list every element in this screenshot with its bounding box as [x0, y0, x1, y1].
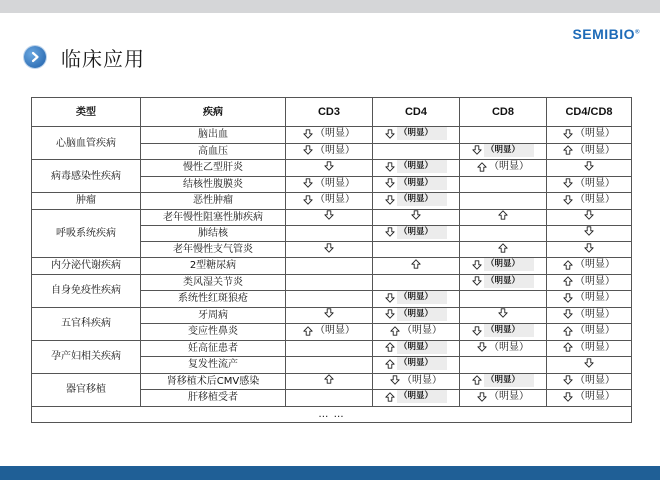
disease-name: 恶性肿瘤 — [141, 193, 286, 210]
marker-change — [563, 341, 615, 354]
disease-category: 呼吸系统疾病 — [32, 209, 141, 258]
significance-label: （明显） — [315, 177, 355, 189]
marker-change — [385, 193, 447, 206]
down-arrow-icon — [324, 161, 334, 171]
significance-label: （明显） — [315, 194, 355, 205]
significance-label: （明显） — [575, 292, 615, 303]
up-arrow-icon — [498, 210, 508, 220]
down-arrow-icon — [563, 309, 573, 319]
significance-label: （明显） — [484, 258, 534, 271]
down-arrow-icon — [563, 375, 573, 385]
disease-name: 肾移植术后CMV感染 — [141, 373, 286, 390]
marker-cell-cd4-cd8 — [547, 357, 632, 374]
marker-cell-cd4-cd8 — [547, 373, 632, 390]
marker-cell-cd3 — [286, 357, 373, 374]
marker-change — [385, 226, 447, 239]
marker-cell-cd3 — [286, 143, 373, 160]
disease-category: 五官科疾病 — [32, 307, 141, 340]
marker-change — [584, 161, 594, 171]
significance-label: （明显） — [397, 226, 447, 239]
table-row — [32, 340, 632, 357]
marker-change — [477, 341, 529, 354]
marker-cell-cd3 — [286, 160, 373, 177]
down-arrow-icon — [472, 276, 482, 286]
marker-cell-cd8 — [460, 307, 547, 324]
page-title: 临床应用 — [61, 46, 145, 71]
marker-cell-cd8 — [460, 258, 547, 275]
disease-name: 变应性鼻炎 — [141, 324, 286, 341]
marker-cell-cd3 — [286, 274, 373, 291]
marker-cell-cd8 — [460, 176, 547, 193]
marker-cell-cd4-cd8 — [547, 324, 632, 341]
header — [24, 44, 145, 70]
down-arrow-icon — [477, 342, 487, 352]
marker-change — [385, 341, 447, 354]
significance-label: （明显） — [397, 160, 447, 173]
down-arrow-icon — [390, 375, 400, 385]
marker-cell-cd3 — [286, 176, 373, 193]
marker-cell-cd4-cd8 — [547, 160, 632, 177]
disease-name: 2型糖尿病 — [141, 258, 286, 275]
marker-cell-cd8 — [460, 127, 547, 144]
marker-cell-cd4 — [373, 390, 460, 407]
marker-change — [390, 324, 442, 337]
marker-cell-cd3 — [286, 193, 373, 210]
significance-label: （明显） — [484, 324, 534, 337]
marker-change — [385, 390, 447, 403]
significance-label: （明显） — [575, 374, 615, 386]
significance-label: （明显） — [575, 177, 615, 189]
significance-label: （明显） — [575, 341, 615, 353]
marker-cell-cd3 — [286, 209, 373, 225]
marker-cell-cd4 — [373, 291, 460, 308]
significance-label: （明显） — [397, 177, 447, 190]
marker-cell-cd8 — [460, 373, 547, 390]
disease-category: 病毒感染性疾病 — [32, 160, 141, 193]
marker-cell-cd8 — [460, 291, 547, 308]
semibio-logo: SEMIBIO® — [572, 26, 640, 42]
significance-label: （明显） — [315, 325, 355, 336]
significance-label: （明显） — [489, 341, 529, 353]
significance-label: （明显） — [397, 308, 447, 321]
down-arrow-icon — [563, 178, 573, 188]
disease-name: 复发性流产 — [141, 357, 286, 374]
down-arrow-icon — [385, 178, 395, 188]
significance-label: （明显） — [397, 291, 447, 304]
up-arrow-icon — [563, 326, 573, 336]
marker-cell-cd4-cd8 — [547, 258, 632, 275]
up-arrow-icon — [563, 342, 573, 352]
table-row — [32, 373, 632, 390]
significance-label: （明显） — [484, 374, 534, 387]
marker-cell-cd3 — [286, 127, 373, 144]
chevron-right-icon — [24, 46, 46, 68]
marker-cell-cd4 — [373, 143, 460, 160]
significance-label: （明显） — [575, 259, 615, 270]
marker-cell-cd8 — [460, 357, 547, 374]
marker-change — [563, 144, 615, 157]
bottom-bar — [0, 466, 660, 480]
marker-change — [477, 390, 529, 403]
marker-change — [324, 374, 334, 384]
marker-cell-cd3 — [286, 242, 373, 258]
significance-label: （明显） — [402, 374, 442, 386]
marker-cell-cd8 — [460, 193, 547, 210]
significance-label: （明显） — [397, 127, 447, 140]
marker-change — [411, 210, 421, 220]
significance-label: （明显） — [489, 161, 529, 172]
marker-change — [324, 308, 334, 318]
marker-cell-cd4-cd8 — [547, 127, 632, 144]
marker-cell-cd8 — [460, 274, 547, 291]
marker-cell-cd4-cd8 — [547, 390, 632, 407]
table-header-row — [32, 98, 632, 127]
up-arrow-icon — [563, 145, 573, 155]
down-arrow-icon — [303, 195, 313, 205]
marker-cell-cd4-cd8 — [547, 274, 632, 291]
significance-label: （明显） — [575, 275, 615, 287]
marker-change — [411, 259, 421, 269]
significance-label: （明显） — [315, 144, 355, 156]
down-arrow-icon — [584, 161, 594, 171]
marker-cell-cd4 — [373, 127, 460, 144]
down-arrow-icon — [303, 145, 313, 155]
disease-name: 高血压 — [141, 143, 286, 160]
marker-cell-cd4 — [373, 176, 460, 193]
down-arrow-icon — [385, 227, 395, 237]
column-header-type: 类型 — [32, 98, 141, 127]
down-arrow-icon — [477, 392, 487, 402]
table-row — [32, 160, 632, 177]
significance-label: （明显） — [484, 144, 534, 157]
marker-change — [584, 243, 594, 253]
marker-change — [303, 193, 355, 206]
marker-cell-cd8 — [460, 143, 547, 160]
marker-cell-cd4 — [373, 324, 460, 341]
marker-change — [563, 275, 615, 288]
marker-change — [584, 226, 594, 236]
more-rows-ellipsis: … … — [32, 406, 632, 422]
marker-cell-cd4 — [373, 193, 460, 210]
marker-change — [472, 275, 534, 288]
significance-label: （明显） — [575, 391, 615, 402]
marker-cell-cd4-cd8 — [547, 340, 632, 357]
column-header-cd4-cd8: CD4/CD8 — [547, 98, 632, 127]
column-header-disease: 疾病 — [141, 98, 286, 127]
marker-change — [385, 357, 447, 370]
marker-cell-cd4 — [373, 357, 460, 374]
up-arrow-icon — [303, 326, 313, 336]
marker-cell-cd4 — [373, 307, 460, 324]
significance-label: （明显） — [575, 128, 615, 139]
clinical-application-table — [31, 97, 632, 423]
down-arrow-icon — [472, 260, 482, 270]
down-arrow-icon — [472, 145, 482, 155]
down-arrow-icon — [385, 129, 395, 139]
down-arrow-icon — [498, 308, 508, 318]
disease-category: 心脑血管疾病 — [32, 127, 141, 160]
significance-label: （明显） — [575, 308, 615, 320]
significance-label: （明显） — [397, 390, 447, 403]
up-arrow-icon — [411, 259, 421, 269]
marker-change — [563, 291, 615, 304]
down-arrow-icon — [324, 308, 334, 318]
down-arrow-icon — [472, 326, 482, 336]
marker-cell-cd3 — [286, 373, 373, 390]
down-arrow-icon — [385, 195, 395, 205]
marker-cell-cd4-cd8 — [547, 242, 632, 258]
significance-label: （明显） — [575, 194, 615, 205]
marker-cell-cd3 — [286, 307, 373, 324]
up-arrow-icon — [563, 260, 573, 270]
down-arrow-icon — [303, 129, 313, 139]
marker-cell-cd3 — [286, 324, 373, 341]
disease-category: 孕产妇相关疾病 — [32, 340, 141, 373]
down-arrow-icon — [385, 309, 395, 319]
marker-change — [563, 324, 615, 337]
marker-cell-cd8 — [460, 340, 547, 357]
up-arrow-icon — [385, 342, 395, 352]
marker-change — [472, 324, 534, 337]
column-header-cd8: CD8 — [460, 98, 547, 127]
disease-name: 肝移植受者 — [141, 390, 286, 407]
marker-cell-cd4-cd8 — [547, 307, 632, 324]
disease-name: 脑出血 — [141, 127, 286, 144]
disease-name: 结核性腹膜炎 — [141, 176, 286, 193]
marker-change — [584, 210, 594, 220]
significance-label: （明显） — [315, 128, 355, 139]
marker-change — [385, 160, 447, 173]
disease-name: 牙周病 — [141, 307, 286, 324]
marker-change — [563, 374, 615, 387]
marker-cell-cd3 — [286, 225, 373, 242]
disease-name: 系统性红斑狼疮 — [141, 291, 286, 308]
marker-cell-cd4-cd8 — [547, 291, 632, 308]
marker-change — [303, 177, 355, 190]
marker-cell-cd4-cd8 — [547, 143, 632, 160]
significance-label: （明显） — [397, 193, 447, 206]
table-row — [32, 274, 632, 291]
marker-cell-cd4 — [373, 160, 460, 177]
marker-change — [324, 210, 334, 220]
disease-category: 内分泌代谢疾病 — [32, 258, 141, 275]
marker-change — [324, 243, 334, 253]
marker-change — [563, 308, 615, 321]
top-bar — [0, 0, 660, 13]
marker-cell-cd4 — [373, 258, 460, 275]
up-arrow-icon — [472, 375, 482, 385]
marker-change — [498, 243, 508, 253]
marker-change — [303, 127, 355, 140]
down-arrow-icon — [385, 162, 395, 172]
marker-cell-cd4-cd8 — [547, 193, 632, 210]
up-arrow-icon — [385, 392, 395, 402]
marker-cell-cd4 — [373, 225, 460, 242]
marker-cell-cd8 — [460, 242, 547, 258]
disease-name: 老年慢性阻塞性肺疾病 — [141, 209, 286, 225]
marker-change — [324, 161, 334, 171]
marker-change — [472, 258, 534, 271]
marker-cell-cd3 — [286, 340, 373, 357]
significance-label: （明显） — [575, 325, 615, 336]
down-arrow-icon — [324, 243, 334, 253]
down-arrow-icon — [563, 129, 573, 139]
marker-cell-cd3 — [286, 291, 373, 308]
table-row — [32, 193, 632, 210]
table-row — [32, 127, 632, 144]
up-arrow-icon — [390, 326, 400, 336]
up-arrow-icon — [563, 276, 573, 286]
down-arrow-icon — [303, 178, 313, 188]
marker-change — [303, 324, 355, 337]
significance-label: （明显） — [402, 325, 442, 336]
column-header-cd3: CD3 — [286, 98, 373, 127]
marker-cell-cd4 — [373, 274, 460, 291]
up-arrow-icon — [477, 162, 487, 172]
table-row — [32, 258, 632, 275]
marker-cell-cd4 — [373, 340, 460, 357]
table-footer-row — [32, 406, 632, 422]
marker-change — [563, 193, 615, 206]
down-arrow-icon — [563, 195, 573, 205]
marker-cell-cd3 — [286, 258, 373, 275]
down-arrow-icon — [324, 210, 334, 220]
marker-change — [563, 258, 615, 271]
disease-name: 慢性乙型肝炎 — [141, 160, 286, 177]
column-header-cd4: CD4 — [373, 98, 460, 127]
table-row — [32, 209, 632, 225]
marker-change — [498, 308, 508, 318]
down-arrow-icon — [584, 226, 594, 236]
marker-cell-cd3 — [286, 390, 373, 407]
disease-name: 肺结核 — [141, 225, 286, 242]
marker-cell-cd4 — [373, 242, 460, 258]
marker-cell-cd8 — [460, 160, 547, 177]
marker-change — [477, 160, 529, 173]
significance-label: （明显） — [484, 275, 534, 288]
marker-cell-cd8 — [460, 225, 547, 242]
disease-name: 类风湿关节炎 — [141, 274, 286, 291]
marker-cell-cd4 — [373, 373, 460, 390]
marker-change — [472, 144, 534, 157]
marker-change — [584, 358, 594, 368]
significance-label: （明显） — [397, 357, 447, 370]
down-arrow-icon — [563, 392, 573, 402]
down-arrow-icon — [563, 293, 573, 303]
marker-change — [563, 390, 615, 403]
marker-change — [390, 374, 442, 387]
up-arrow-icon — [498, 243, 508, 253]
down-arrow-icon — [584, 210, 594, 220]
significance-label: （明显） — [575, 144, 615, 156]
marker-change — [385, 127, 447, 140]
down-arrow-icon — [385, 293, 395, 303]
marker-change — [563, 177, 615, 190]
marker-change — [498, 210, 508, 220]
disease-name: 老年慢性支气管炎 — [141, 242, 286, 258]
up-arrow-icon — [385, 359, 395, 369]
marker-change — [563, 127, 615, 140]
disease-category: 自身免疫性疾病 — [32, 274, 141, 307]
disease-category: 肿瘤 — [32, 193, 141, 210]
marker-cell-cd8 — [460, 209, 547, 225]
disease-category: 器官移植 — [32, 373, 141, 406]
marker-change — [472, 374, 534, 387]
marker-change — [303, 144, 355, 157]
marker-change — [385, 308, 447, 321]
marker-cell-cd4-cd8 — [547, 225, 632, 242]
marker-change — [385, 177, 447, 190]
down-arrow-icon — [584, 243, 594, 253]
marker-cell-cd4-cd8 — [547, 209, 632, 225]
marker-cell-cd4-cd8 — [547, 176, 632, 193]
down-arrow-icon — [411, 210, 421, 220]
up-arrow-icon — [324, 374, 334, 384]
marker-cell-cd4 — [373, 209, 460, 225]
down-arrow-icon — [584, 358, 594, 368]
marker-cell-cd8 — [460, 390, 547, 407]
significance-label: （明显） — [489, 391, 529, 402]
significance-label: （明显） — [397, 341, 447, 354]
disease-name: 妊高征患者 — [141, 340, 286, 357]
marker-cell-cd8 — [460, 324, 547, 341]
table-row — [32, 307, 632, 324]
marker-change — [385, 291, 447, 304]
